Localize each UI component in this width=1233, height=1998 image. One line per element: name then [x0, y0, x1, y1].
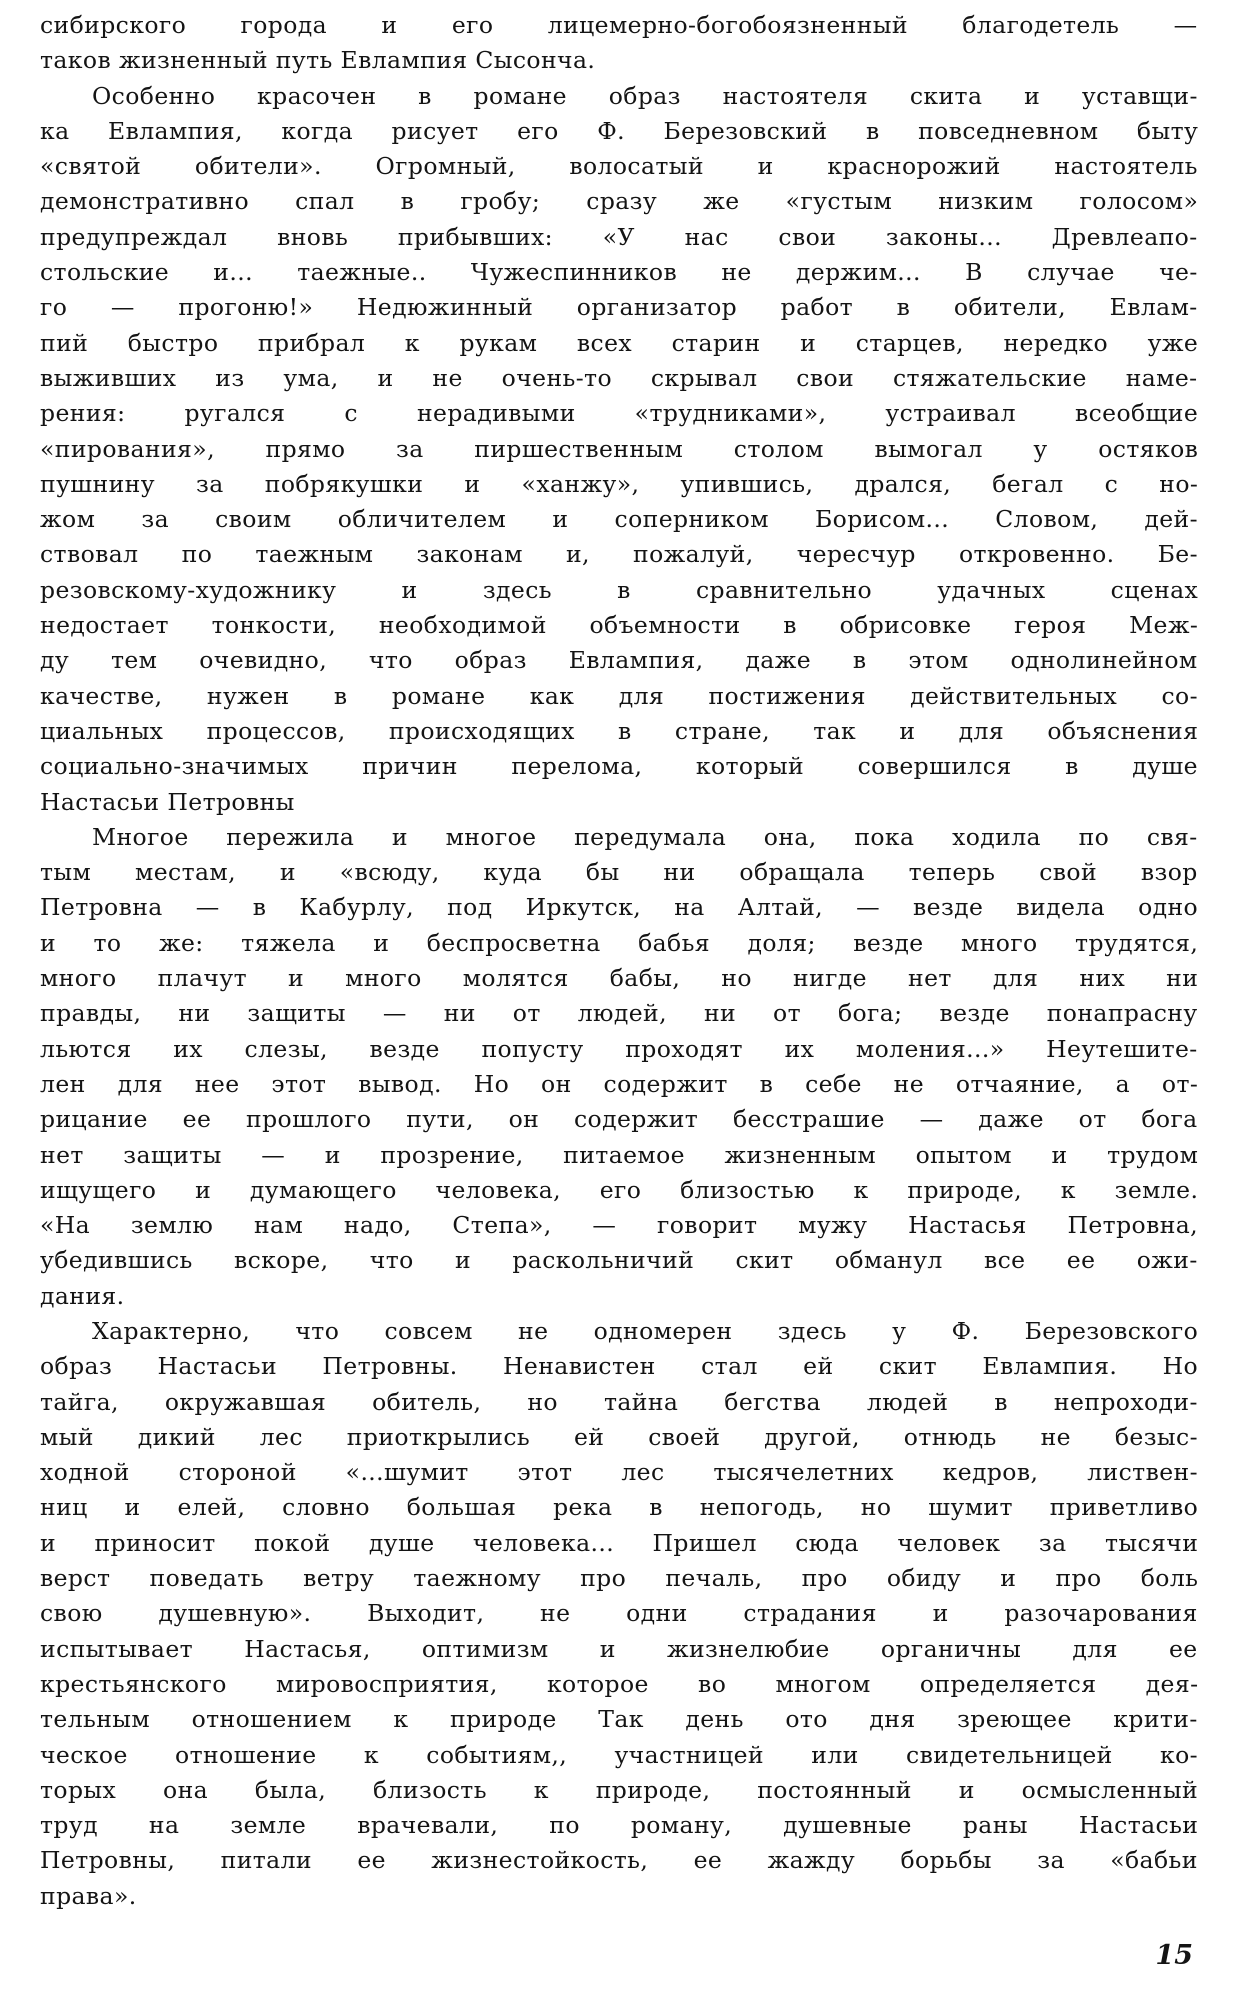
text-line: пушнину за побрякушки и «ханжу», упившись, дрался, бегал с но-: [40, 469, 1198, 498]
text-line: ходной стороной «...шумит этот лес тысячелетних кедров, листвен-: [40, 1458, 1198, 1487]
text-line: Петровна — в Кабурлу, под Иркутск, на Алтай, — везде видела одно: [40, 893, 1198, 922]
text-line: убедившись вскоре, что и раскольничий скит обманул все ее ожи-: [40, 1246, 1198, 1275]
text-line: резовскому-художнику и здесь в сравнительно удачных сценах: [40, 575, 1198, 604]
text-line: права».: [40, 1881, 137, 1910]
text-line: тайга, окружавшая обитель, но тайна бегства людей в непроходи-: [40, 1387, 1198, 1416]
text-line: лен для нее этот вывод. Но он содержит в себе не отчаяние, а от-: [40, 1069, 1198, 1098]
text-line: свою душевную». Выходит, не одни страдания и разочарования: [40, 1599, 1198, 1628]
text-line: предупреждал вновь прибывших: «У нас свои законы... Древлеапо-: [40, 222, 1198, 251]
text-line: рения: ругался с нерадивыми «трудниками», устраивал всеобщие: [40, 399, 1198, 428]
text-line: рицание ее прошлого пути, он содержит бесстрашие — даже от бога: [40, 1105, 1198, 1134]
text-line: крестьянского мировосприятия, которое во многом определяется дея-: [40, 1669, 1198, 1698]
text-line: циальных процессов, происходящих в стране, так и для объяснения: [40, 716, 1198, 745]
text-line: ищущего и думающего человека, его близостью к природе, к земле.: [40, 1175, 1198, 1204]
text-line: торых она была, близость к природе, постоянный и осмысленный: [40, 1775, 1198, 1804]
text-line: Особенно красочен в романе образ настоятеля скита и уставщи-: [92, 81, 1198, 110]
text-line: «святой обители». Огромный, волосатый и краснорожий настоятель: [40, 152, 1198, 181]
text-line: «На землю нам надо, Степа», — говорит мужу Настасья Петровна,: [40, 1211, 1198, 1240]
text-line: ду тем очевидно, что образ Евлампия, даже в этом однолинейном: [40, 646, 1198, 675]
page-number: 15: [1155, 1940, 1193, 1971]
text-line: ствовал по таежным законам и, пожалуй, чересчур откровенно. Бе-: [40, 540, 1198, 569]
text-line: мый дикий лес приоткрылись ей своей другой, отнюдь не безыс-: [40, 1422, 1198, 1451]
text-line: качестве, нужен в романе как для постижения действительных со-: [40, 681, 1198, 710]
text-line: Петровны, питали ее жизнестойкость, ее жажду борьбы за «бабьи: [40, 1846, 1198, 1875]
text-line: недостает тонкости, необходимой объемности в обрисовке героя Меж-: [40, 611, 1198, 640]
text-line: ка Евлампия, когда рисует его Ф. Березовский в повседневном быту: [40, 116, 1198, 145]
text-line: образ Настасьи Петровны. Ненавистен стал ей скит Евлампия. Но: [40, 1352, 1198, 1381]
text-line: стольские и... таежные.. Чужеспинников не держим... В случае че-: [40, 258, 1198, 287]
text-line: много плачут и много молятся бабы, но нигде нет для них ни: [40, 964, 1198, 993]
text-line: таков жизненный путь Евлампия Сысонча.: [40, 46, 596, 75]
text-line: ниц и елей, словно большая река в непогодь, но шумит приветливо: [40, 1493, 1198, 1522]
paragraph: [40, 820, 1198, 1314]
text-line: труд на земле врачевали, по роману, душевные раны Настасьи: [40, 1811, 1198, 1840]
text-line: тым местам, и «всюду, куда бы ни обращала теперь свой взор: [40, 858, 1198, 887]
text-line: дания.: [40, 1281, 125, 1310]
text-line: го — прогоню!» Недюжинный организатор работ в обители, Евлам-: [40, 293, 1198, 322]
text-line: выживших из ума, и не очень-то скрывал свои стяжательские наме-: [40, 363, 1198, 392]
text-line: социально-значимых причин перелома, который совершился в душе: [40, 752, 1198, 781]
text-line: демонстративно спал в гробу; сразу же «густым низким голосом»: [40, 187, 1198, 216]
text-line: Многое пережила и многое передумала она, пока ходила по свя-: [92, 822, 1198, 851]
text-line: Характерно, что совсем не одномерен здесь у Ф. Березовского: [92, 1316, 1198, 1345]
text-line: пий быстро прибрал к рукам всех старин и старцев, нередко уже: [40, 328, 1198, 357]
text-line: «пирования», прямо за пиршественным столом вымогал у остяков: [40, 434, 1198, 463]
text-line: сибирского города и его лицемерно-богобоязненный благодетель —: [40, 11, 1198, 39]
text-line: нет защиты — и прозрение, питаемое жизненным опытом и трудом: [40, 1140, 1198, 1169]
paragraph: [40, 8, 1198, 79]
text-line: жом за своим обличителем и соперником Борисом... Словом, дей-: [40, 505, 1198, 534]
text-line: ческое отношение к событиям,, участницей или свидетельницей ко-: [40, 1740, 1198, 1769]
text-line: льются их слезы, везде попусту проходят их моления...» Неутешите-: [40, 1034, 1198, 1063]
text-line: тельным отношением к природе Так день ото дня зреющее крити-: [40, 1705, 1198, 1734]
text-line: правды, ни защиты — ни от людей, ни от бога; везде понапрасну: [40, 999, 1198, 1028]
text-line: Настасьи Петровны: [40, 787, 295, 816]
text-line: и приносит покой душе человека... Пришел сюда человек за тысячи: [40, 1528, 1198, 1557]
body-text: [40, 8, 1198, 1914]
text-line: верст поведать ветру таежному про печаль, про обиду и про боль: [40, 1564, 1198, 1593]
text-line: и то же: тяжела и беспросветна бабья доля; везде много трудятся,: [40, 928, 1198, 957]
text-line: испытывает Настасья, оптимизм и жизнелюбие органичны для ее: [40, 1634, 1198, 1663]
paragraph: [40, 79, 1198, 820]
paragraph: [40, 1314, 1198, 1914]
